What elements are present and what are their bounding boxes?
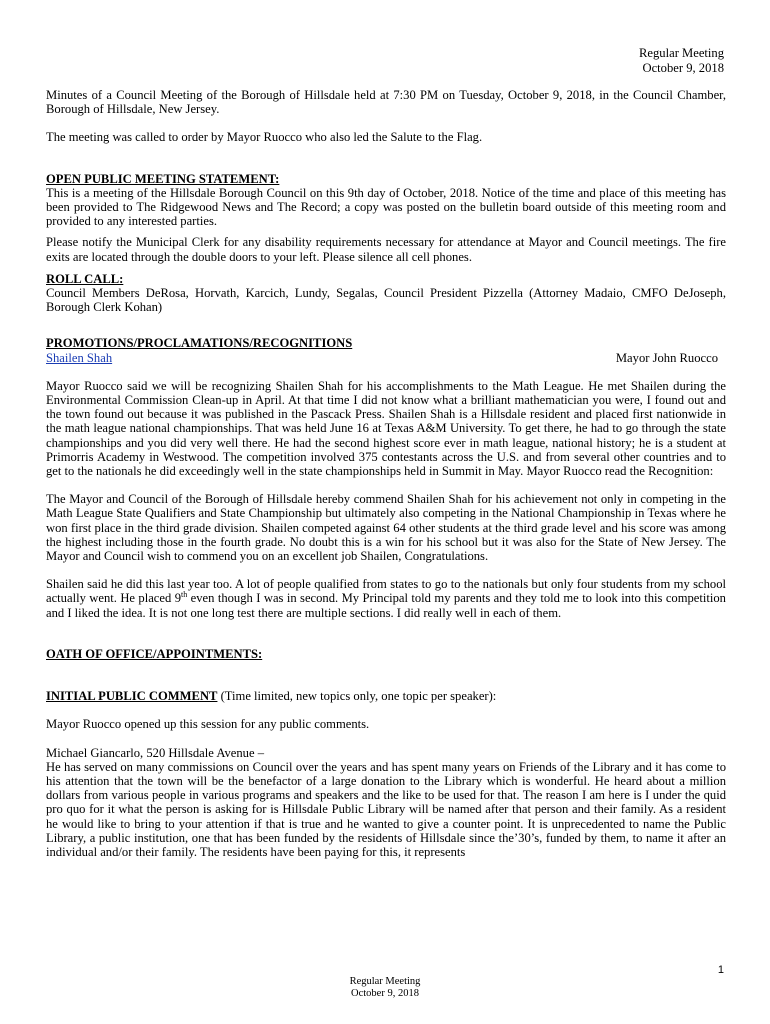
roll-call-heading: ROLL CALL: bbox=[46, 271, 124, 286]
recognition-proclamation: The Mayor and Council of the Borough of Hillsdale hereby commend Shailen Shah for his achievement not only in competing in the Math League State Qualifiers and State Championship but ultimately also competing in the National Championship in Texas where he won first place in the third grade division. Shailen competed against 64 other students at the third grade level and his score was among the highest including those in the fourth grade. No doubt this is a win for his school but it was also for the State of New Jersey. The Mayor and Council wish to commend you on an excellent job Shailen, Congratulations. bbox=[46, 492, 726, 564]
public-comment-heading: INITIAL PUBLIC COMMENT bbox=[46, 689, 218, 704]
speaker-name: Michael Giancarlo, 520 Hillsdale Avenue – bbox=[46, 745, 264, 760]
page-header bbox=[639, 46, 724, 76]
footer-label bbox=[0, 976, 770, 1000]
call-to-order-paragraph: The meeting was called to order by Mayor Ruocco who also led the Salute to the Flag. bbox=[46, 130, 483, 145]
open-meeting-heading: OPEN PUBLIC MEETING STATEMENT: bbox=[46, 171, 280, 186]
header-meeting-type: Regular Meeting bbox=[639, 46, 724, 60]
intro-paragraph: Minutes of a Council Meeting of the Borough of Hillsdale held at 7:30 PM on Tuesday, October 9, 2018, in the Council Chamber, Borough of Hillsdale, New Jersey. bbox=[46, 88, 726, 117]
oath-heading: OATH OF OFFICE/APPOINTMENTS: bbox=[46, 646, 263, 661]
recognition-paragraph: Mayor Ruocco said we will be recognizing Shailen Shah for his accomplishments to the Math League. He met Shailen during the Environmental Commission Clean-up in April. At that time I did not know what a brilliant mathematician you were, I found out and the town found out because it was published in the Pascack Press. Shailen Shah is a Hillsdale resident and placed first nationwide in the math league national championships. That was held June 16 at Texas A&M University. To get there, he had to go through the state championships and you did very well there. He had the second highest score ever in math league, national history; he is a student at Primorris Academy in Westwood. The competition involved 375 contestants across the U.S. and from several other countries and to get to the nationals he did exceedingly well in the state championships held in Summit in May. Mayor Ruocco read the Recognition: bbox=[46, 378, 726, 479]
footer-meeting-date: October 9, 2018 bbox=[351, 988, 419, 999]
ordinal-suffix: th bbox=[181, 590, 188, 600]
promotions-heading: PROMOTIONS/PROCLAMATIONS/RECOGNITIONS bbox=[46, 336, 353, 351]
minutes-body bbox=[46, 88, 726, 859]
notice-paragraph: Please notify the Municipal Clerk for any disability requirements necessary for attendance at Mayor and Council meetings. The fire exits are located through the double doors to your left. Please silence all cell phones. bbox=[46, 235, 726, 264]
public-comment-heading-line bbox=[46, 689, 726, 703]
shailen-remarks: Shailen said he did this last year too. A lot of people qualified from states to go to the nationals but only four students from my school actually went. He placed 9th even though I was in second. My Principal told my parents and they told me to look into this competition and I liked the idea. It is not one long test there are multiple sections. I did really well in each of them. bbox=[46, 577, 726, 620]
page-number: 1 bbox=[717, 964, 724, 976]
speaker-comment: He has served on many commissions on Council over the years and has spent many years on Friends of the Library and it has come to his attention that the town will be the benefactor of a large donation to the Library which is wonderful. He heard about a million dollars from various people in various programs and speakers and the like to be used for that. The reason I am here is I under the quid pro quo for it what the person is asking for is Hillsdale Public Library will be named after that person and their family. As a resident he would like to bring to your attention if that is true and he wanted to give a counter point. It is unprecedented to name the Public Library, a public institution, one that has been funded by the residents of Hillsdale since the’30’s, funded by them, to name it after an individual and/or their family. The residents have been paying for this, it represents bbox=[46, 759, 726, 859]
public-comment-opening: Mayor Ruocco opened up this session for any public comments. bbox=[46, 717, 370, 732]
footer-meeting-type: Regular Meeting bbox=[349, 976, 421, 987]
header-meeting-date: October 9, 2018 bbox=[642, 61, 724, 75]
roll-call-text: Council Members DeRosa, Horvath, Karcich, Lundy, Segalas, Council President Pizzella (Attorney Madaio, CMFO DeJoseph, Borough Clerk Kohan) bbox=[46, 286, 726, 315]
recognition-subheader bbox=[46, 351, 726, 365]
open-meeting-paragraph: This is a meeting of the Hillsdale Borough Council on this 9th day of October, 2018. Notice of the time and place of this meeting has been provided to The Ridgewood News and The Record; a copy was posted on the bulletin board outside of this meeting room and provided to any interested parties. bbox=[46, 185, 726, 229]
recognition-link[interactable]: Shailen Shah bbox=[46, 350, 113, 365]
public-comment-note: (Time limited, new topics only, one topic per speaker): bbox=[217, 689, 497, 704]
recognition-presenter: Mayor John Ruocco bbox=[615, 350, 718, 365]
